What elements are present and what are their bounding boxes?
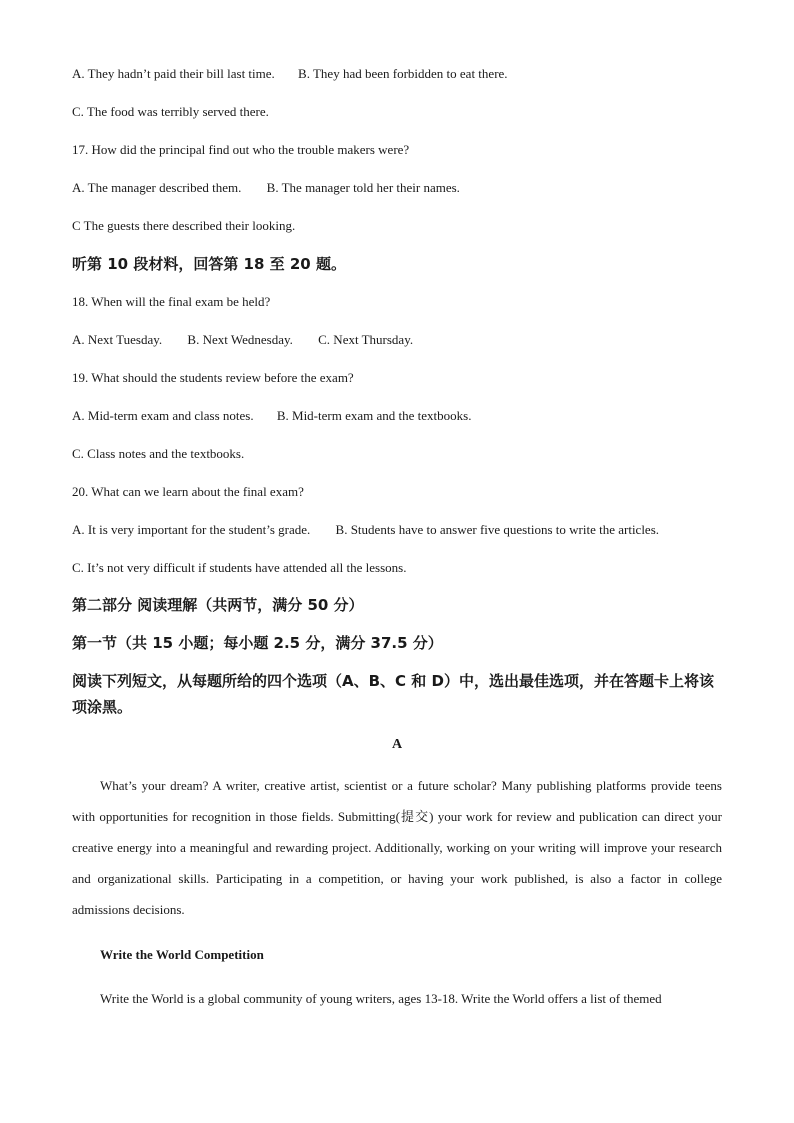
part2-heading: 第二部分 阅读理解（共两节，满分 50 分） <box>72 596 364 614</box>
section10-heading: 听第 10 段材料，回答第 18 至 20 题。 <box>72 255 346 273</box>
passage-paragraph-2: Write the World is a global community of young writers, ages 13-18. Write the World offers a list of themed <box>100 991 662 1006</box>
passage-paragraph-1: What’s your dream? A writer, creative artist, scientist or a future scholar? Many publishing platforms provide teens with opportunities for recognition in those fields. Submitting(提交) your work for review and publication can direct your creative energy into a meaningful and rewarding project. Additionally, working on your writing will improve your research and organizational skills. Participating in a competition, or having your work published, is also a factor in college admissions decisions. <box>72 778 722 917</box>
q19-options-row1 <box>72 408 471 424</box>
q17-option-c: C The guests there described their looking. <box>72 218 296 233</box>
passage-subheading: Write the World Competition <box>100 947 264 962</box>
q16-option-c: C. The food was terribly served there. <box>72 104 269 119</box>
q17-option-b: B. The manager told her their names. <box>266 180 460 195</box>
reading-instructions: 阅读下列短文，从每题所给的四个选项（A、B、C 和 D）中，选出最佳选项，并在答题卡上将该项涂黑。 <box>72 672 714 716</box>
q18-option-c: C. Next Thursday. <box>318 332 414 347</box>
q20-option-b: B. Students have to answer five questions to write the articles. <box>335 522 660 537</box>
q18-option-b: B. Next Wednesday. <box>187 332 293 347</box>
q20-options-row1 <box>72 522 659 538</box>
passage-letter: A <box>391 737 403 752</box>
q19-option-c: C. Class notes and the textbooks. <box>72 446 245 461</box>
q19-option-b: B. Mid-term exam and the textbooks. <box>276 408 472 423</box>
q20-option-c: C. It’s not very difficult if students have attended all the lessons. <box>72 560 407 575</box>
q17-option-a: A. The manager described them. <box>72 180 242 195</box>
q16-options-row1 <box>72 66 508 82</box>
q18-stem: 18. When will the final exam be held? <box>72 294 271 309</box>
q20-option-a: A. It is very important for the student’s grade. <box>72 522 311 537</box>
q20-stem: 20. What can we learn about the final exam? <box>72 484 304 499</box>
section1-heading: 第一节（共 15 小题；每小题 2.5 分，满分 37.5 分） <box>72 634 443 652</box>
q19-stem: 19. What should the students review before the exam? <box>72 370 354 385</box>
q19-option-a: A. Mid-term exam and class notes. <box>72 408 254 423</box>
q16-option-b: B. They had been forbidden to eat there. <box>298 66 508 81</box>
q18-option-a: A. Next Tuesday. <box>72 332 163 347</box>
q17-options-row1 <box>72 180 460 196</box>
q18-options-row <box>72 332 413 348</box>
q16-option-a: A. They hadn’t paid their bill last time. <box>72 66 275 81</box>
q17-stem: 17. How did the principal find out who the trouble makers were? <box>72 142 410 157</box>
